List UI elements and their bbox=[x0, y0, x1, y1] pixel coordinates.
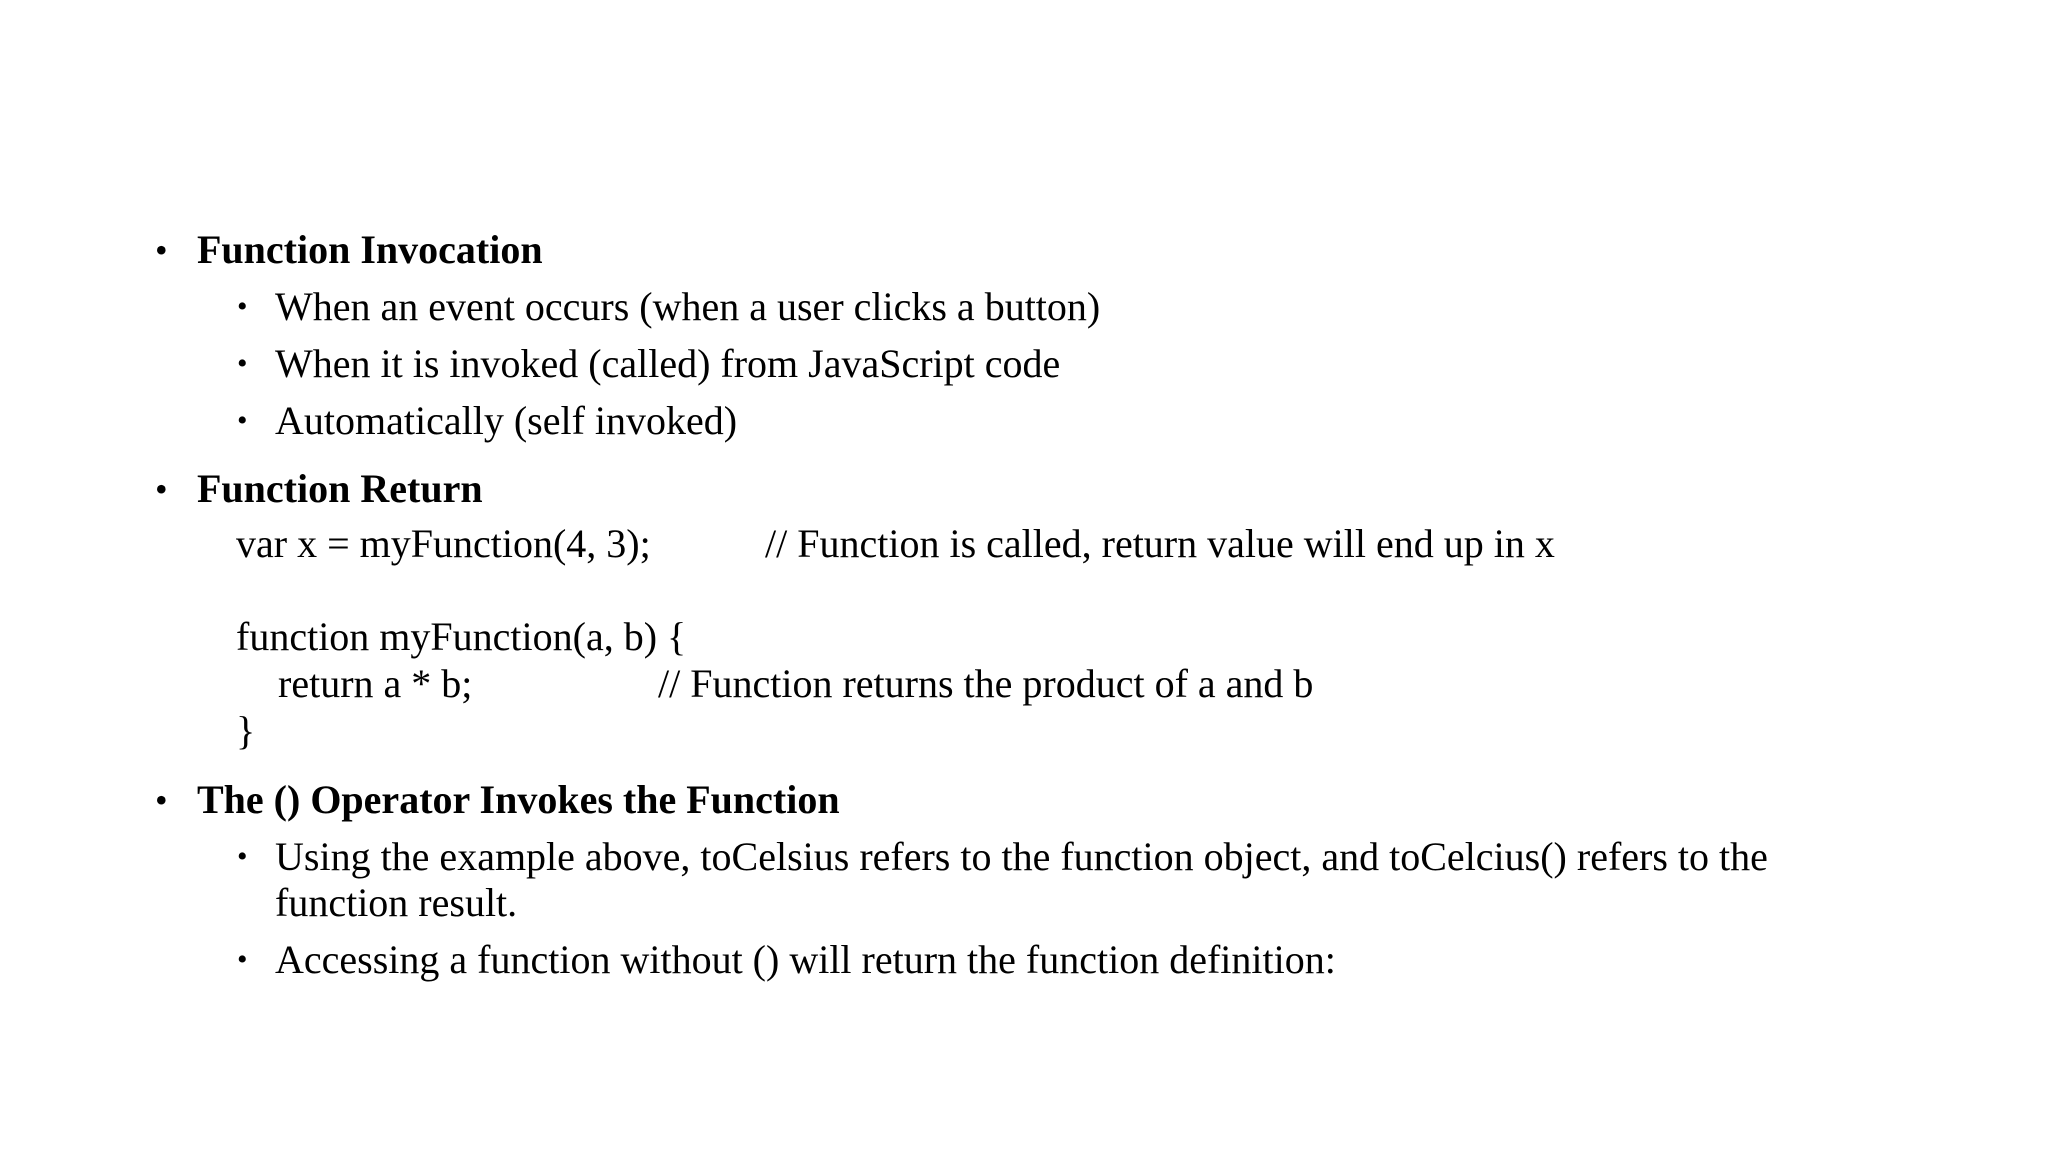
bullet-icon: • bbox=[237, 840, 248, 873]
bullet-icon: • bbox=[155, 780, 168, 820]
bullet-icon: • bbox=[237, 404, 248, 437]
code-comment-3: // Function returns the product of a and b bbox=[658, 661, 1314, 706]
code-line-1: var x = myFunction(4, 3); bbox=[236, 521, 651, 566]
list-item-text: Using the example above, toCelsius refers to the function object, and toCelcius() refers to the bbox=[275, 834, 1768, 879]
code-line-3: return a * b; bbox=[278, 661, 473, 706]
heading-text: The () Operator Invokes the Function bbox=[197, 777, 840, 822]
bullet-icon: • bbox=[237, 290, 248, 323]
bullet-icon: • bbox=[237, 347, 248, 380]
bullet-icon: • bbox=[237, 943, 248, 976]
list-item-text: Accessing a function without () will return the function definition: bbox=[275, 937, 1336, 982]
bullet-icon: • bbox=[155, 469, 168, 509]
heading-text: Function Return bbox=[197, 466, 483, 511]
code-line-2: function myFunction(a, b) { bbox=[236, 614, 687, 659]
list-item-text: When an event occurs (when a user clicks a button) bbox=[275, 284, 1101, 329]
list-item-text: function result. bbox=[275, 880, 518, 925]
bullet-icon: • bbox=[155, 230, 168, 270]
code-comment-1: // Function is called, return value will end up in x bbox=[765, 521, 1555, 566]
list-item-text: Automatically (self invoked) bbox=[275, 398, 738, 443]
heading-text: Function Invocation bbox=[197, 227, 543, 272]
list-item-text: When it is invoked (called) from JavaScript code bbox=[275, 341, 1061, 386]
code-line-4: } bbox=[236, 708, 256, 753]
